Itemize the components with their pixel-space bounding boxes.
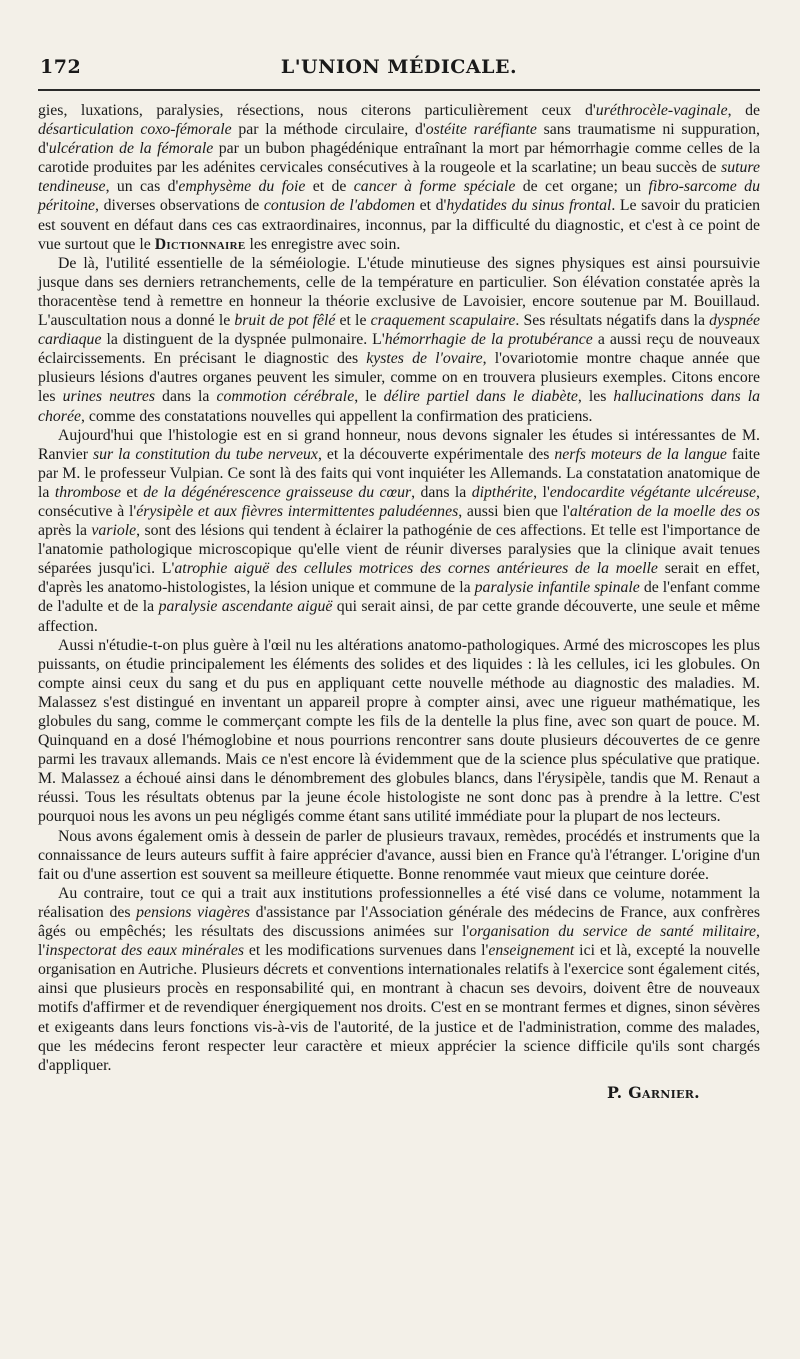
text-run: , l'	[533, 483, 550, 501]
text-run: faite par M. le professeur Vulpian. Ce sont là des faits qui vont inquiéter les Allemands. La constatation anatomique de la	[38, 445, 760, 501]
italic-term: emphysème du foie	[178, 178, 306, 196]
text-run: dans la	[155, 388, 217, 406]
page-number: 172	[40, 56, 82, 78]
italic-term: suture tendineuse	[38, 159, 760, 196]
text-run: Nous avons également omis à dessein de parler de plusieurs travaux, remèdes, procédés et instruments que la connaissance de leurs auteurs suffit à faire apprécier d'avance, aussi bien en France qu'à l'étranger. L'origine d'un fait ou d'une assertion est souvent sa meilleure étiquette. Bonne renommée vaut mieux que ceinture dorée.	[38, 827, 760, 883]
italic-term: kystes de l'ovaire	[366, 350, 483, 368]
italic-term: bruit de pot fêlé	[234, 312, 336, 330]
text-run: a aussi reçu de nouveaux éclaircissements. En précisant le diagnostic des	[38, 331, 761, 368]
italic-term: dyspnée cardiaque	[38, 312, 760, 349]
text-run: qui serait ainsi, de par cette grande découverte, une seule et même affection.	[38, 598, 760, 635]
italic-term: organisation du service de santé militaire	[469, 923, 757, 941]
text-run: , de	[727, 102, 760, 119]
text-run: , diverses observations de	[95, 197, 264, 215]
italic-term: hémorrhagie de la protubérance	[384, 331, 593, 349]
text-run: , aussi bien que l'	[458, 502, 570, 520]
italic-term: altération de la moelle des os	[569, 502, 760, 520]
italic-term: ulcération de la fémorale	[48, 140, 214, 158]
italic-term: de la dégénérescence graisseuse du cœur	[143, 483, 412, 501]
text-run: , et la découverte expérimentale des	[317, 445, 555, 463]
italic-term: paralysie infantile spinale	[474, 579, 640, 597]
text-run: , les	[577, 388, 614, 406]
italic-term: paralysie ascendante aiguë	[158, 598, 333, 616]
text-run: de l'enfant comme de l'adulte et de la	[38, 579, 760, 616]
text-run: d'assistance par l'Association générale des médecins de France, aux confrères âgés ou empêchés; les résultats des discussions animées sur l'	[38, 903, 760, 941]
text-run: les enregistre avec soin.	[245, 235, 401, 253]
italic-term: délire partiel dans le diabète	[383, 388, 578, 406]
text-run: et d'	[415, 197, 447, 215]
italic-term: érysipèle et aux fièvres intermittentes paludéennes	[136, 502, 459, 520]
text-run: Au contraire, tout ce qui a trait aux institutions professionnelles a été visé dans ce volume, notamment la réalisation des	[38, 884, 760, 921]
paragraph	[38, 827, 760, 884]
text-run: , sont des lésions qui tendent à éclairer la pathogénie de ces affections. Et telle est l'importance de l'anatomie pathologique microscopique qu'elle vient de réunir diverses paralysies que la clinique avait tenues séparées jusqu'ici. L'	[38, 522, 760, 578]
italic-term: nerfs moteurs de la langue	[554, 445, 727, 463]
italic-term: sur la constitution du tube nerveux	[92, 445, 318, 463]
paragraph	[38, 426, 760, 636]
text-run: , consécutive à l'	[38, 483, 760, 520]
italic-term: ostéite raréfiante	[425, 121, 537, 139]
italic-term: enseignement	[488, 942, 575, 960]
text-run: d'	[584, 102, 596, 119]
running-title: L'UNION MÉDICALE.	[280, 56, 518, 78]
paragraph	[38, 884, 760, 1075]
article-body	[38, 101, 760, 1075]
italic-term: contusion de l'abdomen	[263, 197, 416, 215]
text-run: , comme des constatations nouvelles qui appellent la confirmation des praticiens.	[80, 407, 593, 425]
italic-term: craquement scapulaire	[370, 312, 516, 330]
italic-term: inspectorat des eaux minérales	[45, 942, 245, 960]
paragraph	[38, 254, 760, 426]
text-run: sans traumatisme ni suppuration, d'	[38, 121, 760, 158]
paragraph	[38, 101, 760, 254]
text-run: , un cas d'	[105, 178, 179, 196]
italic-term: endocardite végétante ulcéreuse	[549, 483, 756, 501]
italic-term: dipthérite	[471, 483, 534, 501]
text-run: , dans la	[411, 483, 472, 501]
italic-term: désarticulation coxo-fémorale	[38, 121, 232, 139]
text-run: et les modifications survenues dans l'	[244, 942, 489, 960]
text-run: Aujourd'hui que l'histologie est en si grand honneur, nous devons signaler les études si intéressantes de M. Ranvier	[38, 426, 760, 463]
italic-term: hallucinations dans la chorée	[38, 388, 760, 425]
text-run: , l'ovariotomie montre chaque année que plusieurs lésions d'autres organes peuvent les simuler, comme on en trouvera plusieurs exemples. Citons encore les	[38, 350, 760, 406]
text-run: par la méthode circulaire, d'	[231, 121, 426, 139]
text-run: , l'	[38, 923, 760, 960]
page-header	[38, 50, 760, 84]
italic-term: cancer à forme spéciale	[353, 178, 516, 196]
text-run: . Le savoir du praticien est souvent en défaut dans ces cas extraordinaires, inconnus, par la difficulté du diagnostic, et c'est à ce point de vue surtout que le	[38, 197, 760, 253]
paragraph	[38, 636, 760, 827]
italic-term: thrombose	[54, 483, 121, 501]
italic-term: pensions viagères	[136, 903, 251, 921]
header-rule	[38, 89, 760, 91]
text-run: et de	[305, 178, 354, 196]
text-run: ici et là, excepté la nouvelle organisation en Autriche. Plusieurs décrets et conventions internationales relatifs à l'exercice sont également cités, ainsi que plusieurs procès en responsabilité qui, en montrant à chacun ses devoirs, doivent être de nouveaux motifs d'affirmer et de revendiquer énergiquement nos droits. C'est en se montrant fermes et dignes, sinon sévères et exigeants dans leurs fonctions vis-à-vis de l'autorité, de la justice et de l'administration, comme des malades, que les médecins feront respecter leur caractère et mieux apprécier la science difficile qu'ils sont chargés d'appliquer.	[38, 942, 760, 1074]
text-run: De là, l'utilité essentielle de la séméiologie. L'étude minutieuse des signes physiques est ainsi poursuivie jusque dans ses derniers retranchements, celle de la température en particulier. Son élévation constatée après la thoracentèse tend à remettre en honneur la théorie exclusive de Lavoisier, encore soutenue par M. Bouillaud. L'auscultation nous a donné le	[38, 254, 760, 330]
italic-term: urines neutres	[62, 388, 156, 406]
text-run: et le	[335, 312, 371, 330]
text-run: et	[120, 483, 144, 501]
text-run: , le	[354, 388, 384, 406]
italic-term: hydatides du sinus frontal	[446, 197, 612, 215]
italic-term: uréthrocèle-vaginale	[595, 102, 728, 119]
text-run: après la	[38, 522, 92, 540]
italic-term: fibro-sarcome du péritoine	[38, 178, 760, 215]
text-run: par un bubon phagédénique entraînant la mort par hémorrhagie comme celles de la carotide produites par les adénites cervicales consécutives à la rougeole et la scarlatine; un beau succès de	[38, 140, 760, 177]
text-run: gies, luxations, paralysies, résections, nous citerons particulièrement ceux	[38, 102, 585, 119]
text-run: . Ses résultats négatifs dans la	[515, 312, 710, 330]
text-run: la distinguent de la dyspnée pulmonaire. L'	[101, 331, 385, 349]
text-run: Aussi n'étudie-t-on plus guère à l'œil nu les altérations anatomo-pathologiques. Armé des microscopes les plus puissants, on étudie principalement les éléments des solides et des liquides : là les cellules, ici les globules. On compte ainsi ceux du sang et du pus en appliquant cette nouvelle méthode au diagnostic des maladies. M. Malassez s'est distingué en inventant un appareil propre à compter ainsi, avec une rigueur mathématique, les globules du sang, comme le commerçant compte les fils de la dentelle la plus fine, avec son quart de pouce. M. Quinquand en a dosé l'hémoglobine et nous pourrions rencontrer sans doute plusieurs découvertes de ce genre parmi les travaux allemands. Mais ce n'est encore là évidemment que de la science plus spéculative que pratique. M. Malassez a échoué ainsi dans le dénombrement des globules blancs, dans l'érysipèle, tandis que M. Renaut a réussi. Tous les résultats obtenus par la jeune école histologiste ne sont donc pas à prendre à la lettre. C'est pourquoi nous les avons un peu négligés comme étant sans utilité immédiate pour la plupart de nos lecteurs.	[38, 636, 760, 826]
author-signature: P. Garnier.	[607, 1082, 700, 1102]
italic-term: variole	[91, 522, 137, 540]
italic-term: commotion cérébrale	[216, 388, 355, 406]
italic-term: atrophie aiguë des cellules motrices des cornes antérieures de la moelle	[174, 560, 658, 578]
text-run: Dictionnaire	[154, 235, 246, 253]
text-run: de cet organe; un	[515, 178, 649, 196]
text-run: serait en effet, d'après les anatomo-histologistes, la lésion unique et commune de la	[38, 560, 760, 597]
